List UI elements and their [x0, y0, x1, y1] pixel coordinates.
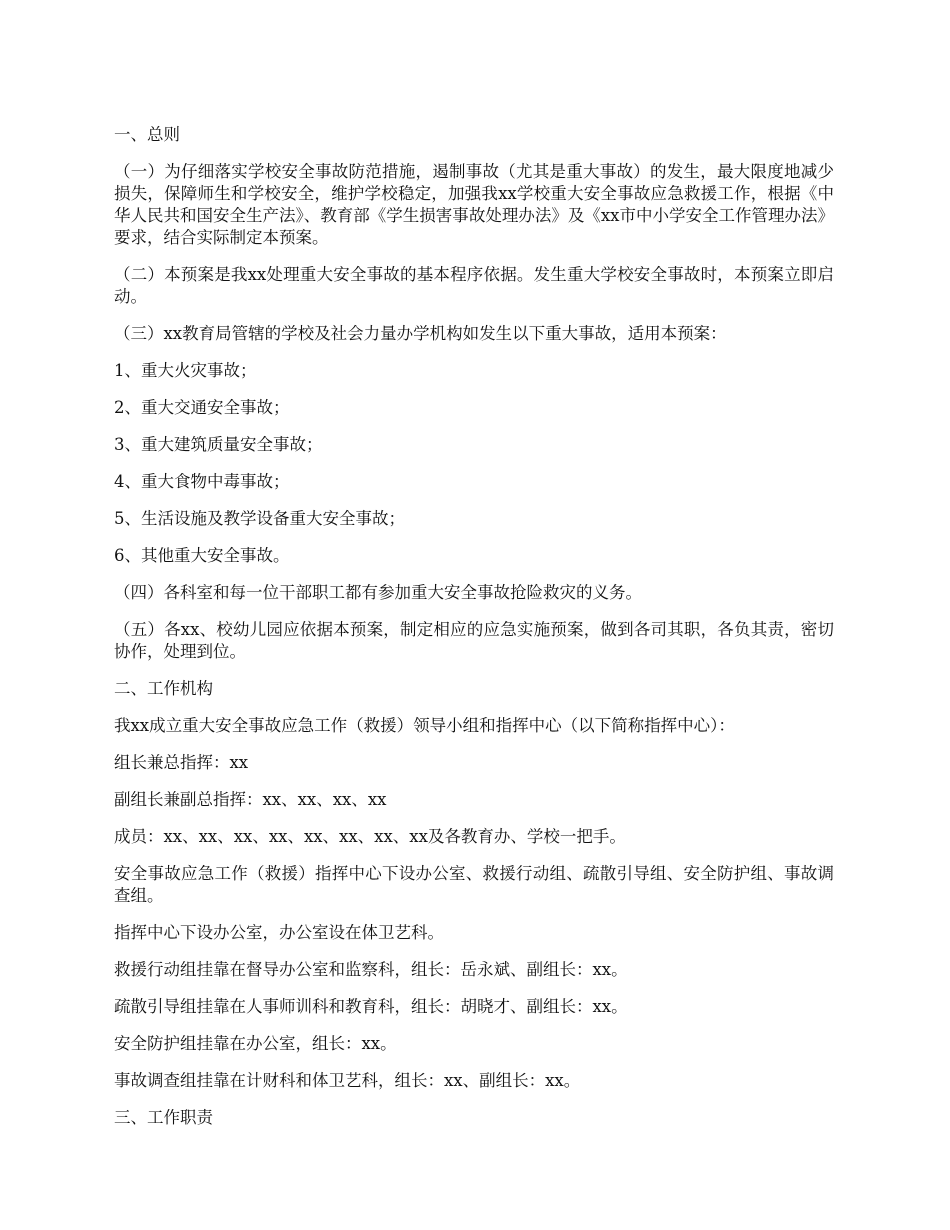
paragraph-deputy-leaders: 副组长兼副总指挥：xx、xx、xx、xx — [114, 790, 387, 809]
paragraph-command-center: 我xx成立重大安全事故应急工作（救援）领导小组和指挥中心（以下简称指挥中心）： — [114, 716, 735, 735]
paragraph-protection-group: 安全防护组挂靠在办公室，组长：xx。 — [114, 1034, 397, 1053]
list-item-food-poisoning: 4、重大食物中毒事故； — [114, 472, 290, 491]
list-item-building: 3、重大建筑质量安全事故； — [114, 435, 323, 454]
document-body — [114, 124, 834, 1144]
paragraph-rescue-group: 救援行动组挂靠在督导办公室和监察科，组长：岳永斌、副组长：xx。 — [114, 960, 628, 979]
paragraph-office: 指挥中心下设办公室，办公室设在体卫艺科。 — [114, 923, 444, 942]
paragraph-scope: （三）xx教育局管辖的学校及社会力量办学机构如发生以下重大事故，适用本预案： — [114, 324, 727, 343]
paragraph-investigation-group: 事故调查组挂靠在计财科和体卫艺科，组长：xx、副组长：xx。 — [114, 1071, 581, 1090]
list-item-facilities: 5、生活设施及教学设备重大安全事故； — [114, 509, 405, 528]
paragraph-purpose: （一）为仔细落实学校安全事故防范措施，遏制事故（尤其是重大事故）的发生，最大限度地减少损失，保障师生和学校安全，维护学校稳定，加强我xx学校重大安全事故应急救援工作，根据《中华人民共和国安全生产法》、教育部《学生损害事故处理办法》及《xx市中小学安全工作管理办法》要求，结合实际制定本预案。 — [114, 162, 834, 247]
list-item-fire: 1、重大火灾事故； — [114, 361, 257, 380]
list-item-other: 6、其他重大安全事故。 — [114, 546, 290, 565]
paragraph-members: 成员：xx、xx、xx、xx、xx、xx、xx、xx及各教育办、学校一把手。 — [114, 827, 626, 846]
paragraph-duty: （四）各科室和每一位干部职工都有参加重大安全事故抢险救灾的义务。 — [114, 583, 642, 602]
paragraph-subgroups: 安全事故应急工作（救援）指挥中心下设办公室、救援行动组、疏散引导组、安全防护组、事故调查组。 — [114, 864, 834, 905]
paragraph-basis: （二）本预案是我xx处理重大安全事故的基本程序依据。发生重大学校安全事故时，本预案立即启动。 — [114, 265, 834, 306]
paragraph-leader: 组长兼总指挥：xx — [114, 753, 249, 772]
section-heading-general: 一、总则 — [114, 125, 180, 144]
list-item-traffic: 2、重大交通安全事故； — [114, 398, 290, 417]
paragraph-implementation: （五）各xx、校幼儿园应依据本预案，制定相应的应急实施预案，做到各司其职，各负其责，密切协作，处理到位。 — [114, 620, 834, 661]
paragraph-evacuation-group: 疏散引导组挂靠在人事师训科和教育科，组长：胡晓才、副组长：xx。 — [114, 997, 628, 1016]
section-heading-organization: 二、工作机构 — [114, 679, 213, 698]
section-heading-duties: 三、工作职责 — [114, 1108, 213, 1127]
